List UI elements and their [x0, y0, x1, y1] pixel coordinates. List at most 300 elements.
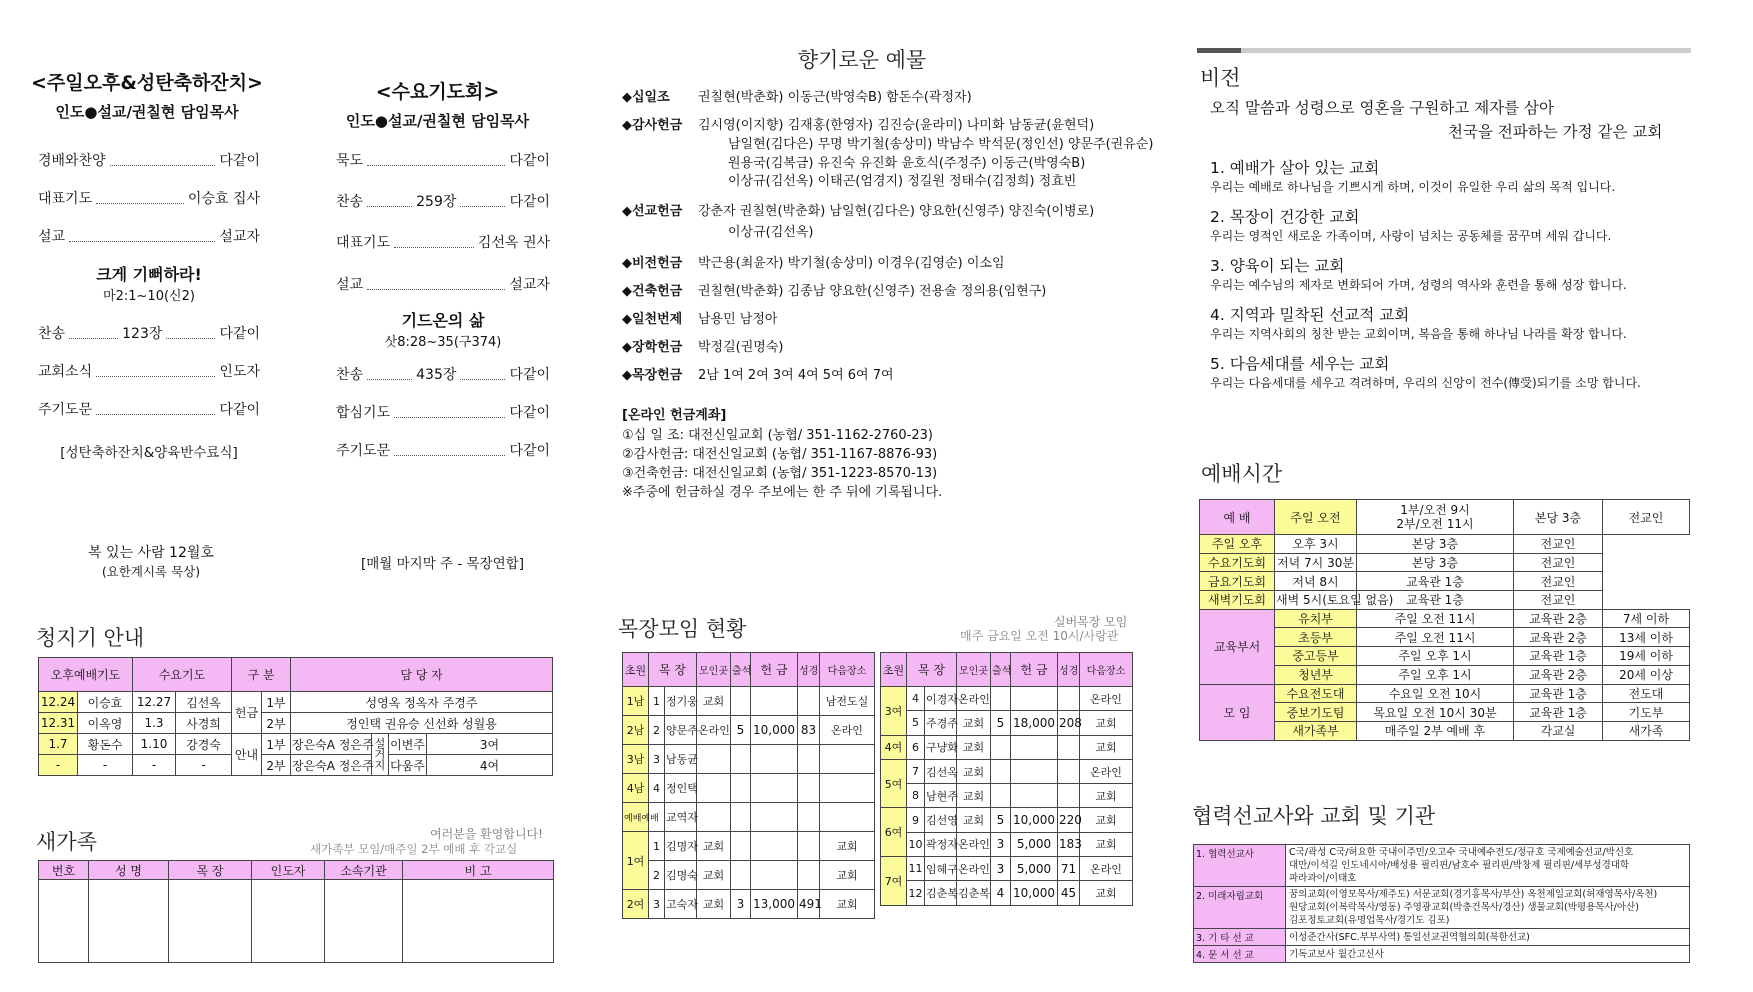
mk-no: 8 — [907, 784, 925, 808]
offering-mokjang: ◆목장헌금 — [622, 368, 683, 383]
mk-bible — [798, 774, 820, 803]
mk-head-cho: 초원 — [623, 653, 649, 687]
cleaning-name: 황돈수 — [78, 734, 133, 755]
mk-head-amt: 헌 금 — [751, 653, 798, 687]
schedule-name: 새벽기도회 — [1200, 591, 1275, 610]
mk-no: 7 — [907, 759, 925, 783]
schedule-place: 본당 3층 — [1357, 535, 1514, 554]
newfamily-empty-row — [39, 880, 554, 963]
mokjang-row — [623, 716, 875, 745]
cleaning-people: 장은숙A 정은주 — [291, 734, 372, 755]
schedule-target: 기도부 — [1603, 703, 1690, 722]
sunday-order-5: 교회소식 인도자 — [38, 364, 260, 380]
mk-place — [697, 774, 731, 803]
mk-chowon: 2여 — [623, 890, 649, 919]
schedule-time: 주일 오후 1시 — [1357, 647, 1514, 666]
mokjang-row — [623, 687, 875, 716]
cleaning-date: 12.27 — [133, 692, 176, 713]
mk-amt — [1011, 687, 1058, 711]
mk-place: 교회 — [697, 687, 731, 716]
offering-mission: ◆선교헌금 — [622, 204, 683, 219]
mokjang-row — [881, 735, 1133, 759]
cleaning-date: 12.31 — [39, 713, 78, 734]
mk-chowon: 4여 — [881, 735, 907, 759]
mk-att — [731, 687, 751, 716]
schedule-place: 각교실 — [1514, 721, 1603, 740]
cleaning-people: 성영옥 정옥자 주경주 — [291, 692, 553, 713]
offering-thanks: ◆감사헌금 — [622, 118, 683, 133]
schedule-time: 주일 오전 11시 — [1357, 609, 1514, 628]
mk-name: 이경자 — [925, 687, 957, 711]
schedule-place: 교육관 1층 — [1514, 647, 1603, 666]
cleaning-name: - — [78, 755, 133, 776]
mk-chowon: 3여 — [881, 687, 907, 736]
mk-chowon: 4남 — [623, 774, 649, 803]
mk-bible: 45 — [1058, 881, 1080, 905]
schedule-target: 전도대 — [1603, 684, 1690, 703]
vision-item-1: 1. 예배가 살아 있는 교회 — [1210, 159, 1380, 177]
mk-bible — [798, 687, 820, 716]
newfamily-title: 새가족 — [36, 830, 97, 854]
schedule-group-worship: 예 배 — [1200, 500, 1275, 535]
wednesday-title: <수요기도회> — [375, 81, 500, 103]
mokjang-row — [623, 803, 875, 832]
mk-head-att: 출석 — [731, 653, 751, 687]
mk-next: 온라인 — [1080, 857, 1133, 881]
mk-place: 교회 — [697, 861, 731, 890]
schedule-target: 전교인 — [1603, 500, 1690, 535]
mk-name: 고숙자 — [665, 890, 697, 919]
offering-thousand: ◆일천번제 — [622, 312, 683, 327]
schedule-name: 수요전도대 — [1275, 684, 1357, 703]
mk-amt: 18,000 — [1011, 711, 1058, 735]
sunday-footer: [성탄축하잔치&양육반수료식] — [60, 445, 238, 461]
mk-no: 11 — [907, 857, 925, 881]
mk-att — [731, 774, 751, 803]
mk-head-next: 다음장소 — [1080, 653, 1133, 687]
cleaning-part: 2부 — [262, 755, 291, 776]
mokjang-row — [881, 857, 1133, 881]
mk-chowon: 5여 — [881, 759, 907, 808]
mk-bible — [798, 861, 820, 890]
cleaning-date: 1.3 — [133, 713, 176, 734]
sunday-order-6: 주기도문 다같이 — [38, 402, 260, 418]
mk-place: 교회 — [697, 832, 731, 861]
mk-amt — [1011, 735, 1058, 759]
mk-no: 12 — [907, 881, 925, 905]
schedule-row — [1200, 553, 1690, 572]
sunday-order-2: 대표기도 이승효 집사 — [38, 191, 260, 207]
mk-no: 9 — [907, 808, 925, 832]
mk-bible — [1058, 759, 1080, 783]
mk-place: 교회 — [957, 808, 991, 832]
online-note: ※주중에 헌금하실 경우 주보에는 한 주 뒤에 기록됩니다. — [622, 485, 943, 500]
schedule-group-education: 교육부서 — [1200, 609, 1275, 684]
schedule-target: 전교인 — [1514, 591, 1603, 610]
mk-place: 온라인 — [957, 687, 991, 711]
offering-building-names: 권칠현(박춘화) 김종남 양요한(신영주) 전용술 정의용(임현구) — [698, 284, 1047, 299]
offering-title: 향기로운 예물 — [797, 48, 927, 72]
mk-place: 교회 — [957, 735, 991, 759]
mk-amt — [1011, 759, 1058, 783]
mokjang-row — [881, 711, 1133, 735]
vision-item-3: 3. 양육이 되는 교회 — [1210, 257, 1345, 275]
partner-line: 김포정토교회(유명업목사/경기도 김포) — [1289, 915, 1450, 926]
offering-thanks-names: 이상규(김선옥) 이태곤(엄경지) 정길원 정태수(김정희) 정효빈 — [728, 174, 1077, 189]
schedule-place: 교육관 1층 — [1514, 703, 1603, 722]
mk-next: 온라인 — [1080, 687, 1133, 711]
mk-next: 온라인 — [1080, 759, 1133, 783]
mk-bible — [1058, 784, 1080, 808]
sunday-sermon-title: 크게 기뻐하라! — [96, 265, 202, 284]
cleaning-head-wednesday: 수요기도 — [133, 658, 232, 692]
schedule-time: 주일 오전 11시 — [1357, 628, 1514, 647]
mk-amt: 10,000 — [1011, 881, 1058, 905]
mk-name: 정인택 — [665, 774, 697, 803]
mk-bible — [798, 832, 820, 861]
schedule-time: 저녁 8시 — [1275, 572, 1357, 591]
mk-att — [731, 861, 751, 890]
mk-no: 5 — [907, 711, 925, 735]
mk-name: 남현주 — [925, 784, 957, 808]
cleaning-head-category: 구 분 — [232, 658, 291, 692]
mk-amt: 10,000 — [751, 716, 798, 745]
offering-tithe-names: 권칠현(박춘화) 이동근(박영숙B) 함돈수(곽정자) — [698, 90, 972, 105]
mk-att — [991, 759, 1011, 783]
mk-name: 정기웅 — [665, 687, 697, 716]
mk-name: 주경주 — [925, 711, 957, 735]
newfamily-table — [38, 860, 554, 963]
mk-name: 김춘복 — [925, 881, 957, 905]
sunday-order-1: 경배와찬양 다같이 — [38, 153, 260, 169]
mk-amt: 5,000 — [1011, 857, 1058, 881]
mk-next — [820, 774, 875, 803]
mokjang-row — [623, 861, 875, 890]
schedule-target: 전교인 — [1514, 535, 1603, 554]
mk-bible: 71 — [1058, 857, 1080, 881]
mk-amt — [751, 774, 798, 803]
mk-att: 3 — [991, 832, 1011, 856]
mk-name: 김명자 — [665, 832, 697, 861]
cleaning-date: - — [39, 755, 78, 776]
mk-amt: 13,000 — [751, 890, 798, 919]
mokjang-silver-time: 매주 금요일 오전 10시/사랑관 — [960, 629, 1119, 643]
mk-name: 김선영 — [925, 808, 957, 832]
mk-place — [697, 803, 731, 832]
mk-next: 교회 — [1080, 808, 1133, 832]
mokjang-row — [623, 774, 875, 803]
partner-line: 이성준간사(SFC.부부사역) 통일선교권역협의회(북한선교) — [1289, 931, 1530, 943]
mk-name: 임혜구 — [925, 857, 957, 881]
newfamily-head-org: 소속기관 — [325, 861, 403, 880]
mk-chowon: 2남 — [623, 716, 649, 745]
schedule-place: 교육관 2층 — [1514, 628, 1603, 647]
schedule-name: 새가족부 — [1275, 721, 1357, 740]
offering-mokjang-names: 2남 1여 2여 3여 4여 5여 6여 7여 — [698, 368, 894, 383]
bless-sub: (요한계시록 묵상) — [101, 564, 201, 579]
offering-vision: ◆비전헌금 — [622, 256, 683, 271]
cleaning-seol-group: 4여 — [427, 755, 553, 776]
vision-item-5: 5. 다음세대를 세우는 교회 — [1210, 355, 1390, 373]
cleaning-name: 사경희 — [176, 713, 232, 734]
vision-line-1: 오직 말씀과 성령으로 영혼을 구원하고 제자를 삼아 — [1210, 99, 1554, 117]
schedule-target: 7세 이하 — [1603, 609, 1690, 628]
schedule-name: 주일 오전 — [1275, 500, 1357, 535]
schedule-name: 중보기도팀 — [1275, 703, 1357, 722]
mk-name: 곽정자 — [925, 832, 957, 856]
mk-att — [991, 687, 1011, 711]
partner-content — [1286, 929, 1690, 946]
schedule-name: 수요기도회 — [1200, 553, 1275, 572]
mk-chowon: 예배예배 — [623, 803, 649, 832]
schedule-time: 매주일 2부 예배 후 — [1357, 721, 1514, 740]
mk-next — [820, 803, 875, 832]
mk-amt — [751, 832, 798, 861]
mk-place: 교회 — [957, 759, 991, 783]
cleaning-head-afternoon: 오후예배기도 — [39, 658, 133, 692]
schedule-group-meeting: 모 임 — [1200, 684, 1275, 740]
mk-bible — [798, 745, 820, 774]
mk-att: 5 — [991, 808, 1011, 832]
cleaning-seol-name: 다움주 — [389, 755, 427, 776]
schedule-time: 1부/오전 9시 2부/오전 11시 — [1357, 500, 1514, 535]
cleaning-table — [38, 657, 553, 776]
mokjang-row — [881, 832, 1133, 856]
schedule-time: 저녁 7시 30분 — [1275, 553, 1357, 572]
cleaning-name: 이승효 — [78, 692, 133, 713]
newfamily-head-note: 비 고 — [403, 861, 554, 880]
schedule-place: 본당 3층 — [1357, 553, 1514, 572]
mokjang-row — [623, 745, 875, 774]
cleaning-date: - — [133, 755, 176, 776]
mk-bible: 220 — [1058, 808, 1080, 832]
mk-att — [991, 735, 1011, 759]
schedule-place: 본당 3층 — [1514, 500, 1603, 535]
schedule-title: 예배시간 — [1201, 462, 1283, 486]
mk-head-bible: 성경 — [798, 653, 820, 687]
mk-att: 4 — [991, 881, 1011, 905]
vision-item-1-desc: 우리는 예배로 하나님을 기쁘시게 하며, 이것이 유일한 우리 삶의 목적 입니다. — [1210, 180, 1616, 194]
offering-thanks-names: 김시영(이지향) 김재홍(한영자) 김진승(윤라미) 나미화 남동균(윤현덕) — [698, 118, 1095, 133]
cleaning-name: - — [176, 755, 232, 776]
mk-next: 교회 — [1080, 711, 1133, 735]
partner-row — [1194, 929, 1690, 946]
cleaning-cat-offering: 헌금 — [232, 692, 262, 734]
vision-title: 비전 — [1200, 66, 1241, 90]
partner-row — [1194, 887, 1690, 929]
partner-content — [1286, 946, 1690, 963]
partner-line: 기독교보사 월간고신사 — [1289, 948, 1384, 960]
mk-chowon: 7여 — [881, 857, 907, 906]
mk-place: 온라인 — [697, 716, 731, 745]
cleaning-name: 이옥영 — [78, 713, 133, 734]
mk-bible: 208 — [1058, 711, 1080, 735]
schedule-time: 오후 3시 — [1275, 535, 1357, 554]
offering-building: ◆건축헌금 — [622, 284, 683, 299]
newfamily-note: 새가족부 모임/매주일 2부 예배 후 각교실 — [310, 842, 518, 856]
cleaning-name: 김선옥 — [176, 692, 232, 713]
wednesday-order-3: 대표기도 김선옥 권사 — [336, 235, 550, 251]
schedule-target: 새가족 — [1603, 721, 1690, 740]
mk-next — [820, 745, 875, 774]
mk-next: 교회 — [1080, 735, 1133, 759]
offering-mission-names: 이상규(김선옥) — [728, 225, 814, 240]
schedule-name: 청년부 — [1275, 665, 1357, 684]
mk-att: 5 — [731, 716, 751, 745]
online-account: ①십 일 조: 대전신일교회 (농협/ 351-1162-2760-23) — [622, 428, 933, 443]
mk-bible — [1058, 687, 1080, 711]
mk-no: 1 — [649, 687, 665, 716]
vision-item-4: 4. 지역과 밀착된 선교적 교회 — [1210, 306, 1410, 324]
mk-chowon: 1여 — [623, 832, 649, 890]
cleaning-head-person: 담 당 자 — [291, 658, 553, 692]
mk-amt: 5,000 — [1011, 832, 1058, 856]
offering-thanks-names: 남일현(김다은) 무명 박기철(송상미) 박남수 박석문(정인선) 양문주(권유순) — [728, 137, 1154, 152]
partner-row — [1194, 845, 1690, 887]
mk-place: 교회 — [957, 784, 991, 808]
online-title: [온라인 헌금계좌] — [622, 408, 727, 423]
mk-chowon: 6여 — [881, 808, 907, 857]
cleaning-seol-name: 이변주 — [389, 734, 427, 755]
mokjang-row — [623, 890, 875, 919]
vision-item-2-desc: 우리는 영적인 새로운 가족이며, 사랑이 넘치는 공동체를 꿈꾸며 세워 갑니다. — [1210, 229, 1612, 243]
mk-bible: 183 — [1058, 832, 1080, 856]
cleaning-part: 2부 — [262, 713, 291, 734]
mk-no: 10 — [907, 832, 925, 856]
partner-label: 3. 기 타 선 교 — [1194, 929, 1286, 946]
partner-row — [1194, 946, 1690, 963]
mokjang-silver: 실버목장 모임 — [1054, 615, 1128, 629]
mk-att — [731, 745, 751, 774]
wednesday-sermon-title: 기드온의 삶 — [401, 311, 485, 330]
mk-head-bible: 성경 — [1058, 653, 1080, 687]
cleaning-part: 1부 — [262, 734, 291, 755]
vision-bar-accent — [1197, 48, 1241, 53]
schedule-name: 금요기도회 — [1200, 572, 1275, 591]
offering-vision-names: 박근용(최윤자) 박기철(송상미) 이경우(김영순) 이소임 — [698, 256, 1005, 271]
mk-bible — [798, 803, 820, 832]
schedule-name: 중고등부 — [1275, 647, 1357, 666]
schedule-place: 교육관 2층 — [1514, 609, 1603, 628]
mk-bible: 491 — [798, 890, 820, 919]
mk-head-next: 다음장소 — [820, 653, 875, 687]
offering-tithe: ◆십일조 — [622, 90, 670, 105]
schedule-time: 주일 오후 1시 — [1357, 665, 1514, 684]
mk-chowon: 3남 — [623, 745, 649, 774]
partner-line: 원당교회(이복락목사/영동) 주영광교회(박충건목사/경산) 생물교회(박평용목사/아산) — [1289, 902, 1639, 913]
mk-head-amt: 헌 금 — [1011, 653, 1058, 687]
offering-scholarship: ◆장학헌금 — [622, 340, 683, 355]
mk-no: 2 — [649, 861, 665, 890]
schedule-target: 전교인 — [1514, 572, 1603, 591]
wednesday-footer: [매월 마지막 주 - 목장연합] — [361, 556, 524, 572]
online-account: ③건축헌금: 대전신일교회 (농협/ 351-1223-8570-13) — [622, 466, 938, 481]
schedule-target: 20세 이상 — [1603, 665, 1690, 684]
mokjang-row — [881, 808, 1133, 832]
mk-amt — [751, 861, 798, 890]
mk-place — [697, 745, 731, 774]
newfamily-welcome: 여러분을 환영합니다! — [430, 827, 543, 841]
cleaning-people: 정인택 권유승 신선화 성월용 — [291, 713, 553, 734]
mk-head-name: 목 장 — [907, 653, 957, 687]
schedule-time: 새벽 5시(토요일 없음) — [1275, 591, 1357, 610]
cleaning-people: 장은숙A 정은주 — [291, 755, 372, 776]
vision-item-4-desc: 우리는 지역사회의 칭찬 받는 교회이며, 복음을 통해 하나님 나라를 확장 합니다. — [1210, 327, 1627, 341]
vision-item-3-desc: 우리는 예수님의 제자로 변화되어 가며, 성령의 역사와 훈련을 통해 성장 합니다. — [1210, 278, 1627, 292]
partner-label: 4. 문 서 선 교 — [1194, 946, 1286, 963]
cleaning-seol-group: 3여 — [427, 734, 553, 755]
mokjang-table-right — [880, 652, 1133, 906]
newfamily-head-leader: 인도자 — [252, 861, 325, 880]
schedule-name: 유치부 — [1275, 609, 1357, 628]
mk-name: 김명숙 — [665, 861, 697, 890]
mk-head-cho: 초원 — [881, 653, 907, 687]
mokjang-row — [881, 759, 1133, 783]
schedule-row — [1200, 591, 1690, 610]
schedule-row — [1200, 684, 1690, 703]
mk-next: 교회 — [820, 890, 875, 919]
wednesday-leader: 인도●설교/권칠현 담임목사 — [345, 112, 530, 130]
schedule-place: 교육관 2층 — [1514, 665, 1603, 684]
mk-amt — [751, 745, 798, 774]
offering-scholarship-names: 박정길(권명숙) — [698, 340, 784, 355]
schedule-place: 교육관 1층 — [1357, 572, 1514, 591]
mk-bible — [1058, 735, 1080, 759]
cleaning-name: 강경숙 — [176, 734, 232, 755]
partner-content — [1286, 887, 1690, 929]
offering-thousand-names: 남용민 남정아 — [698, 312, 778, 327]
cleaning-date: 12.24 — [39, 692, 78, 713]
schedule-name: 초등부 — [1275, 628, 1357, 647]
cleaning-title: 청지기 안내 — [36, 626, 145, 650]
online-account: ②감사헌금: 대전신일교회 (농협/ 351-1167-8876-93) — [622, 447, 938, 462]
mk-name: 김선옥 — [925, 759, 957, 783]
mk-att: 5 — [991, 711, 1011, 735]
mk-no: 1 — [649, 832, 665, 861]
vision-item-2: 2. 목장이 건강한 교회 — [1210, 208, 1360, 226]
partners-title: 협력선교사와 교회 및 기관 — [1192, 804, 1436, 828]
mk-att — [991, 784, 1011, 808]
bless-title: 복 있는 사람 12월호 — [88, 545, 214, 561]
mk-name: 남동균 — [665, 745, 697, 774]
cleaning-seol: 설거지 — [372, 734, 389, 776]
mk-no: 4 — [649, 774, 665, 803]
partner-label: 2. 미래자립교회 — [1194, 887, 1286, 929]
mk-next: 온라인 — [820, 716, 875, 745]
partner-line: 파라과이/이태호 — [1289, 873, 1357, 884]
sunday-order-3: 설교 설교자 — [38, 229, 260, 245]
mk-att: 3 — [991, 857, 1011, 881]
mk-name: 양문주 — [665, 716, 697, 745]
wednesday-sermon-ref: 삿8:28~35(구374) — [384, 335, 502, 350]
wednesday-order-1: 묵도 다같이 — [336, 153, 550, 169]
mk-bible: 83 — [798, 716, 820, 745]
mk-no: 3 — [649, 890, 665, 919]
vision-item-5-desc: 우리는 다음세대를 세우고 격려하며, 우리의 신앙이 전수(傳受)되기를 소망 합니다. — [1210, 376, 1641, 390]
newfamily-head-name: 성 명 — [89, 861, 169, 880]
schedule-row — [1200, 535, 1690, 554]
mk-place: 교회 — [697, 890, 731, 919]
mk-amt: 10,000 — [1011, 808, 1058, 832]
offering-thanks-names: 원용국(김복금) 유진숙 유진화 윤호식(주정주) 이동근(박영숙B) — [728, 156, 1086, 171]
mk-att — [731, 832, 751, 861]
schedule-row — [1200, 572, 1690, 591]
vision-line-2: 천국을 전파하는 가정 같은 교회 — [1448, 123, 1663, 141]
mk-place: 온라인 — [957, 832, 991, 856]
newfamily-head-mokjang: 목 장 — [169, 861, 252, 880]
cleaning-date: 1.7 — [39, 734, 78, 755]
mk-next: 교회 — [820, 861, 875, 890]
